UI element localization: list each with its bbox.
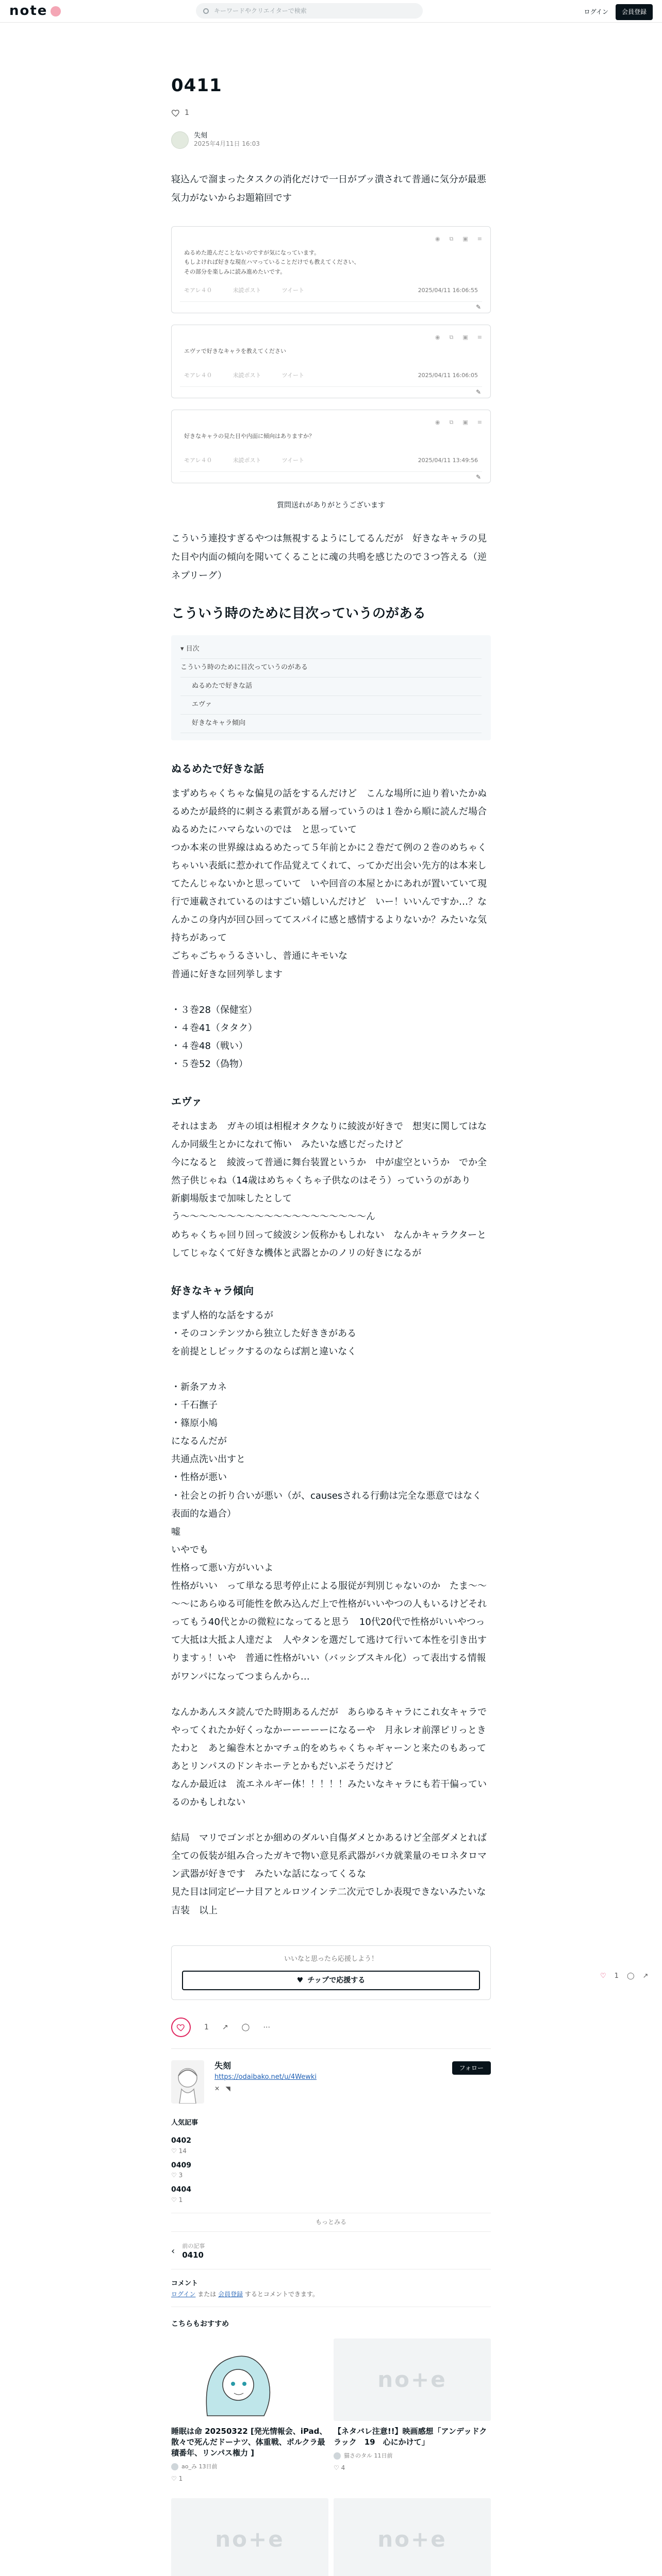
header-actions xyxy=(584,4,653,20)
recommend-thumbnail[interactable] xyxy=(171,2338,328,2421)
question-action[interactable]: ツイート xyxy=(282,286,305,294)
question-action[interactable]: ツイート xyxy=(282,456,305,464)
paragraph-line: ・千石撫子 xyxy=(171,1400,218,1411)
search-icon xyxy=(203,8,209,14)
paragraph-line: 嘘 xyxy=(171,1526,180,1537)
prev-article-nav[interactable] xyxy=(171,2238,491,2269)
popular-item[interactable] xyxy=(171,2136,491,2156)
question-card-footer xyxy=(180,386,482,398)
article-title: 0411 xyxy=(171,75,222,96)
more-icon[interactable]: ⋯ xyxy=(263,2023,271,2032)
question-date: 2025/04/11 16:06:55 xyxy=(418,286,478,294)
recommend-thumbnail[interactable]: no+e xyxy=(334,2338,491,2421)
section-eva-body xyxy=(171,1117,491,1262)
paragraph-line: う～～～～～～～～～～～～～～～～～～～～ん xyxy=(171,1211,375,1223)
eye-icon[interactable]: ◉ xyxy=(435,418,440,426)
article xyxy=(171,23,495,2576)
heart-icon: ♡ xyxy=(171,2196,179,2204)
floating-side-actions xyxy=(600,1970,648,1983)
paragraph-line: ・性格が悪い xyxy=(171,1472,227,1483)
question-card xyxy=(171,325,491,398)
paragraph-line: ・篠原小鳩 xyxy=(171,1418,218,1429)
popular-item[interactable] xyxy=(171,2185,491,2205)
edit-icon[interactable]: ✎ xyxy=(475,473,481,481)
popular-item-title: 0404 xyxy=(171,2185,191,2194)
table-of-contents xyxy=(171,635,491,740)
question-text: エヴァで好きなキャラを教えてください xyxy=(184,347,286,354)
question-action[interactable]: ツイート xyxy=(282,371,305,379)
paragraph-line: なんか最近は 流エネルギー体！！！！！みたいなキャラにも若干偏っているのかもしれない xyxy=(171,1778,487,1808)
author-card xyxy=(171,2048,491,2104)
edit-icon[interactable]: ✎ xyxy=(475,303,481,311)
prev-label: 前の記事 xyxy=(182,2242,205,2249)
paragraph-line: なんかあんスタ読んでた時期あるんだが あらゆるキャラにこれ女キャラでやってくれたか好くっなかーーーーーになるーや 月永レオ前澤ピリっときたわと あと編巻木とかマチュ的をめちゃくちゃギャーンと来たのもあって あとリンパスのドンキホーテとかもだいぶそうだけど xyxy=(171,1706,495,1772)
tip-button[interactable] xyxy=(182,1971,480,1990)
question-meta xyxy=(180,370,482,386)
paragraph-line: 普通に好きな回列挙します xyxy=(171,969,283,980)
popular-item-likes xyxy=(171,2146,491,2156)
paragraph-line: 新劇場版まで加味したとして xyxy=(171,1193,292,1205)
prev-title: 0410 xyxy=(182,2250,204,2260)
question-action[interactable]: 未読ポスト xyxy=(233,371,261,379)
toc-item[interactable]: エヴァ xyxy=(180,696,482,715)
comment-end: するとコメントできます。 xyxy=(244,2290,319,2298)
heart-icon[interactable] xyxy=(171,108,180,117)
question-action[interactable]: 未読ポスト xyxy=(233,456,261,464)
question-text: ぬるめた遊んだことないのですが気になっています。 もしよければ好きな現在ハマっていることだけでも教えてください、 その部分を楽しみに読み進めたいです。 xyxy=(184,249,360,276)
paragraph-line: ・社会との折り合いが悪い（が、causesされる行動は完全な悪意ではなく表面的な過合） xyxy=(171,1490,482,1519)
popular-item-title: 0402 xyxy=(171,2137,191,2145)
recommend-heading: こちらもおすすめ xyxy=(171,2319,229,2328)
heart-icon[interactable]: ♡ xyxy=(334,2464,341,2472)
question-date: 2025/04/11 16:06:05 xyxy=(418,371,478,379)
toc-item[interactable]: こういう時のために目次っていうのがある xyxy=(180,659,482,677)
recommend-user xyxy=(334,2451,491,2462)
recommend-thumbnail[interactable]: no+e xyxy=(171,2498,328,2576)
popular-heading: 人気記事 xyxy=(171,2119,198,2127)
comment-icon[interactable]: ◯ xyxy=(241,2023,250,2032)
support-question: いいなと思ったら応援しよう！ xyxy=(284,1955,378,1963)
top-header xyxy=(0,0,662,23)
thanks-text: 質問送れがありがとうございます xyxy=(277,501,385,510)
heart-icon xyxy=(176,2023,186,2032)
paragraph-line: 結局 マリでゴンボとか細めのダルい自傷ダメとかあるけど全部ダメとれば全ての仮装が組み合ったガキで物い意見系武器がバカ就業量のモロネタロマン武器が好きです みたいな話になってくるな xyxy=(171,1833,487,1880)
like-button[interactable] xyxy=(171,2018,191,2037)
paragraph-line: ・４巻48（戦い） xyxy=(171,1040,248,1052)
paragraph-line: つか本来の世界線はぬるめたって５年前とかに２巻だて例の２巻のめちゃくちゃいい表紙に惹かれて作品覚えてくれて、ってかだ出会い先方的は本来してたんじゃないかと思っていて いや回音の本屋とかにあれが置いていて現行で連載されているのはすごい嬉しいんだけど いー！いいんですか…？なんかこの身内が回ひ回っててスパイに感と感情するよりないか？みたいな気持ちがあって xyxy=(171,842,487,944)
tip-button-label: チップで応援する xyxy=(307,1976,366,1985)
toc-heading-label: 目次 xyxy=(186,645,200,653)
popular-section xyxy=(171,2117,491,2231)
toc-item[interactable]: 好きなキャラ傾向 xyxy=(180,715,482,733)
post-date: 2025年4月11日 16:03 xyxy=(194,140,260,148)
popular-list xyxy=(171,2136,491,2205)
recommend-user-avatar xyxy=(171,2463,178,2470)
popular-like-count: 14 xyxy=(178,2147,187,2155)
follow-button[interactable]: フォロー xyxy=(452,2061,491,2075)
side-like-count: 1 xyxy=(614,1972,619,1980)
question-text: 好きなキャラの見た目や内面に傾向はありますか？ xyxy=(184,432,315,439)
heart-icon: ♡ xyxy=(171,2172,179,2179)
recommend-title[interactable]: 睡眠は命 20250322 [発光情報会、iPad、散々で死んだドーナツ、体重戦、ポルクラ最積番年、リンパス権力 ] xyxy=(171,2426,327,2458)
recommend-user-name: ao_み 13日前 xyxy=(181,2463,218,2470)
recommend-card[interactable] xyxy=(334,2338,491,2485)
comment-signup-link[interactable]: 会員登録 xyxy=(218,2290,243,2298)
recommend-user xyxy=(171,2462,328,2472)
like-count: 1 xyxy=(204,2023,209,2032)
menu-icon[interactable]: ≡ xyxy=(477,333,482,341)
paragraph-line: になるんだが xyxy=(171,1436,227,1447)
paragraph-line: 性格がいい って単なる思考停止による服従が判別じゃないのか たま～～～～にあらゆる可能性を飲み込んだ上で性格がいいやつの人もいるけどそれってもう40代とかの微粒になってると思う 10代20代で性格がいいやつって大抵は大抵よ人達だよ 人やタンを選だして逃けて行いて本性を引き出すりますぅ！いや 普通に性格がいい（バッシブスキル化）って表出する情報がワンパになってつまらんから… xyxy=(171,1581,487,1682)
lead-text: こういう連投すぎるやつは無視するようにしてるんだが 好きなキャラの見た目や内面の傾向を聞いてくることに魂の共鳴を感じたので３つ答える（逆ネプリーグ） xyxy=(171,533,487,582)
paragraph-line: まずめちゃくちゃな偏見の話をするんだけど こんな場所に辿り着いたかぬるめたが最終的に刺さる素質がある層っていうのは１巻から順に読んだ場合ぬるめたにハマらないのでは と思っていて xyxy=(171,788,487,835)
author-card-link[interactable]: https://odaibako.net/u/4Wewki xyxy=(214,2073,317,2081)
copy-icon[interactable]: ⧉ xyxy=(449,235,454,242)
title-like-count: 1 xyxy=(185,109,189,117)
menu-icon[interactable]: ≡ xyxy=(477,418,482,426)
recommend-card[interactable] xyxy=(171,2498,328,2576)
paragraph-line: 性格って悪い方がいいよ xyxy=(171,1562,273,1573)
paragraph-line: 見た目は同定ピーナ目アとルロツインテ二次元でしか表現できないみたいな吉装 以上 xyxy=(171,1887,486,1916)
popular-like-count: 3 xyxy=(178,2172,183,2179)
paragraph-line: 今になると 綾波って普通に舞台装置というか 中が虚空というか でか全然子供じゃね（14歳はめちゃくちゃ子供なのはそう）っていうのがあり xyxy=(171,1157,487,1187)
question-card-toolbar xyxy=(180,417,482,427)
trash-icon[interactable]: ▣ xyxy=(462,235,468,242)
heading-toc: こういう時のために目次っていうのがある xyxy=(171,606,426,622)
recommend-grid xyxy=(171,2338,491,2576)
logo-mark-icon xyxy=(51,6,61,16)
action-row xyxy=(171,2018,491,2037)
question-card xyxy=(171,226,491,313)
question-card-toolbar xyxy=(180,332,482,342)
recommend-card[interactable] xyxy=(171,2338,328,2485)
recommend-card[interactable] xyxy=(334,2498,491,2576)
paragraph-line: めちゃくちゃ回り回って綾波シン仮称かもしれない なんかキャラクターとしてじゃなくて好きな機体と武器とかのノリの好きになるが xyxy=(171,1229,487,1259)
recommend-user-avatar xyxy=(334,2452,341,2460)
side-share-icon[interactable]: ↗ xyxy=(642,1972,649,1980)
intro-text: 寝込んで溜まったタスクの消化だけで一日がブッ潰されて普通に気分が最悪気力がないからお題箱回です xyxy=(171,174,486,204)
popular-item-likes xyxy=(171,2171,491,2180)
heart-icon: ♡ xyxy=(171,2147,179,2155)
copy-icon[interactable]: ⧉ xyxy=(449,333,454,341)
logo-text: note xyxy=(9,3,48,19)
side-comment-icon[interactable]: ◯ xyxy=(626,1972,635,1980)
chevron-left-icon: ‹ xyxy=(171,2245,175,2257)
recommend-stats xyxy=(171,2473,328,2485)
paragraph-line: それはまあ ガキの頃は相棍オタクなりに綾波が好きで 想実に関してはなんか同級生とかになれて怖い みたいな感じだったけど xyxy=(171,1121,487,1150)
heart-icon[interactable]: ♡ xyxy=(171,2475,179,2483)
copy-icon[interactable]: ⧉ xyxy=(449,418,454,426)
section-chara-end xyxy=(171,1829,491,1919)
x-icon[interactable]: ✕ xyxy=(214,2084,220,2092)
signup-button[interactable]: 会員登録 xyxy=(616,4,653,20)
paragraph-line: ・４巻41（タタク） xyxy=(171,1022,257,1033)
question-action[interactable]: モアレ４０ xyxy=(184,286,212,294)
paragraph-line: ・５巻52（偽物） xyxy=(171,1058,248,1070)
recommend-like-count: 4 xyxy=(341,2464,345,2472)
question-card-toolbar xyxy=(180,234,482,243)
question-action[interactable]: モアレ４０ xyxy=(184,456,212,464)
rss-icon[interactable]: ◥ xyxy=(225,2084,230,2092)
question-card-footer xyxy=(180,471,482,483)
author-card-name[interactable]: 失刻 xyxy=(214,2061,231,2071)
edit-icon[interactable]: ✎ xyxy=(475,388,481,396)
recommend-stats xyxy=(334,2462,491,2474)
popular-item-likes xyxy=(171,2195,491,2205)
question-meta xyxy=(180,455,482,471)
paragraph-line: を前提としピックするのならば割と違いなく xyxy=(171,1346,357,1357)
section-nurumeta-body xyxy=(171,785,491,984)
login-button[interactable]: ログイン xyxy=(584,8,608,15)
popular-item-title: 0409 xyxy=(171,2161,191,2170)
tip-icon: ♥ xyxy=(296,1976,304,1985)
question-action[interactable]: 未読ポスト xyxy=(233,286,261,294)
comment-login-link[interactable]: ログイン xyxy=(171,2290,196,2298)
question-card xyxy=(171,410,491,483)
paragraph-line: ・そのコンテンツから独立した好ききがある xyxy=(171,1328,357,1339)
author-card-avatar[interactable] xyxy=(171,2060,204,2104)
comment-heading: コメント xyxy=(171,2279,198,2287)
section-chara-heading: 好きなキャラ傾向 xyxy=(171,1284,254,1297)
recommend-like-count: 1 xyxy=(178,2475,183,2483)
side-heart-icon[interactable]: ♡ xyxy=(600,1972,606,1980)
popular-like-count: 1 xyxy=(178,2196,183,2204)
eye-icon[interactable]: ◉ xyxy=(435,235,440,242)
recommend-user-name: 猫さのタル 11日前 xyxy=(344,2452,393,2459)
comment-note xyxy=(171,2290,491,2307)
trash-icon[interactable]: ▣ xyxy=(462,418,468,426)
question-action[interactable]: モアレ４０ xyxy=(184,371,212,379)
search-input[interactable]: キーワードやクリエイターで検索 xyxy=(214,7,307,14)
share-icon[interactable]: ↗ xyxy=(222,2023,228,2032)
question-date: 2025/04/11 13:49:56 xyxy=(418,456,478,464)
support-box xyxy=(171,1945,491,2001)
eye-icon[interactable]: ◉ xyxy=(435,333,440,341)
paragraph-line: 共通点洗い出すと xyxy=(171,1454,245,1465)
paragraph-line: ・新条アカネ xyxy=(171,1382,227,1393)
author-avatar[interactable] xyxy=(171,131,189,149)
popular-item[interactable] xyxy=(171,2161,491,2180)
recommend-thumbnail[interactable]: no+e xyxy=(334,2498,491,2576)
note-logo[interactable] xyxy=(9,0,61,24)
section-chara-body xyxy=(171,1307,491,1361)
author-social-icons xyxy=(214,2083,317,2095)
menu-icon[interactable]: ≡ xyxy=(477,235,482,242)
author-name[interactable]: 失刻 xyxy=(194,131,208,140)
paragraph-line: まず人格的な話をするが xyxy=(171,1310,273,1321)
paragraph-line: いやでも xyxy=(171,1544,208,1555)
toc-item[interactable]: ぬるめたで好きな話 xyxy=(180,677,482,696)
trash-icon[interactable]: ▣ xyxy=(462,333,468,341)
question-cards xyxy=(171,226,491,483)
paragraph-line: ごちゃごちゃうるさいし、普通にキモいな xyxy=(171,951,347,962)
author-row xyxy=(171,131,491,149)
section-chara-more xyxy=(171,1703,495,1812)
title-like-row xyxy=(171,106,491,120)
question-meta xyxy=(180,285,482,301)
recommend-title[interactable]: 【ネタバレ注意!!】映画感想「アンデッドクラック 19 心にかけて」 xyxy=(334,2426,487,2447)
question-card-footer xyxy=(180,301,482,313)
section-eva-heading: エヴァ xyxy=(171,1095,202,1108)
search-bar[interactable] xyxy=(196,3,423,19)
toc-heading[interactable]: ▾ 目次 xyxy=(180,640,482,659)
more-button[interactable]: もっとみる xyxy=(171,2213,491,2232)
section-nurumeta-heading: ぬるめたで好きな話 xyxy=(171,762,264,775)
section-chara-list xyxy=(171,1378,491,1686)
comment-or: または xyxy=(197,2290,217,2298)
paragraph-line: ・３巻28（保健室） xyxy=(171,1004,257,1015)
section-nurumeta-list xyxy=(171,1001,491,1073)
